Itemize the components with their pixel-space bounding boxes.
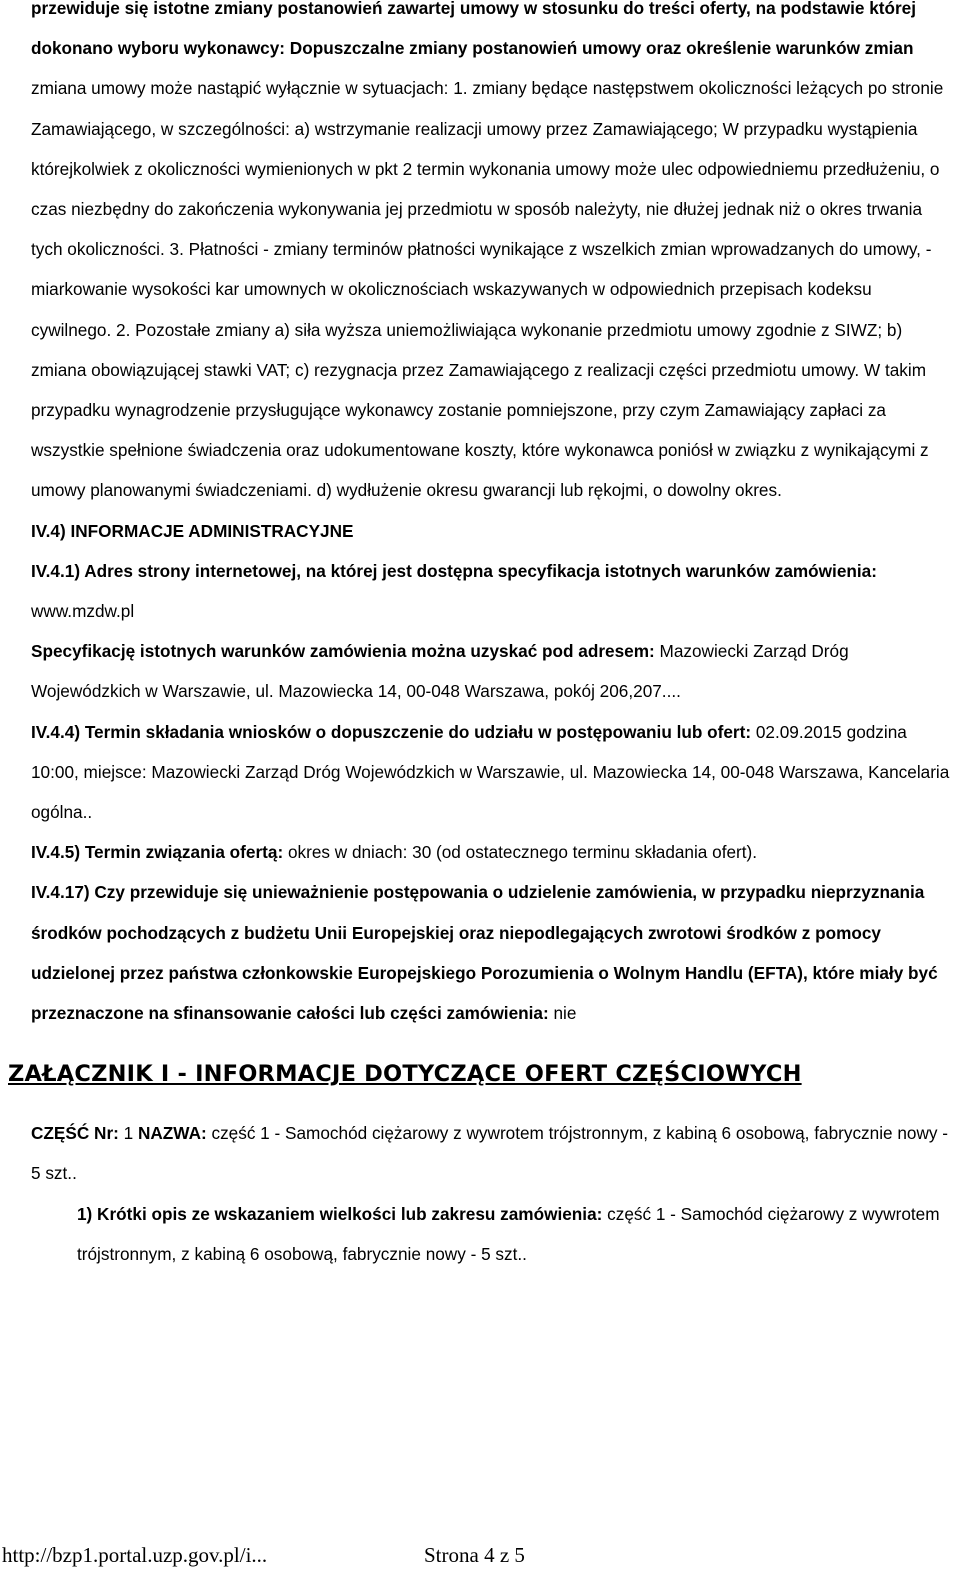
paragraph-iv45 [31, 832, 951, 872]
label-iv417: IV.4.17) Czy przewiduje się unieważnienie postępowania o udzielenie zamówienia, w przypadku nieprzyznania środków pochodzących z budżetu Unii Europejskiej oraz niepodlegających zwrotowi środków z pomocy udzielonej przez państwa członkowskie Europejskiego Porozumienia o Wolnym Handlu (EFTA), które miały być przeznaczone na sfinansowanie całości lub części zamówienia: [31, 882, 938, 1024]
label-iv45: IV.4.5) Termin związania ofertą: [31, 842, 284, 863]
paragraph-spec-address [31, 631, 951, 711]
label-contract-changes: przewiduje się istotne zmiany postanowień zawartej umowy w stosunku do treści oferty, na podstawie której dokonano wyboru wykonawcy: Dopuszczalne zmiany postanowień umowy oraz określenie warunków zmian [31, 0, 917, 59]
document-body [8, 0, 951, 1274]
annex-title: ZAŁĄCZNIK I - INFORMACJE DOTYCZĄCE OFERT CZĘŚCIOWYCH [8, 1061, 802, 1088]
value-part-no: 1 [118, 1123, 138, 1144]
paragraph-contract-changes [31, 0, 951, 511]
paragraph-part-info [31, 1113, 951, 1193]
value-part-name: część 1 - Samochód ciężarowy z wywrotem trójstronnym, z kabiną 6 osobową, fabrycznie nowy - 5 szt.. [31, 1123, 948, 1184]
value-iv41-url: www.mzdw.pl [31, 601, 135, 622]
paragraph-short-description [77, 1194, 951, 1274]
value-iv45: okres w dniach: 30 (od ostatecznego terminu składania ofert). [283, 842, 758, 863]
paragraph-iv44 [31, 712, 951, 833]
value-iv44: 02.09.2015 godzina 10:00, miejsce: Mazowiecki Zarząd Dróg Wojewódzkich w Warszawie, ul. Mazowiecka 14, 00-048 Warszawa, Kancelaria ogólna.. [31, 721, 950, 823]
label-short-description: 1) Krótki opis ze wskazaniem wielkości lub zakresu zamówienia: [77, 1203, 603, 1224]
paragraph-iv41 [31, 551, 951, 631]
footer-url: http://bzp1.portal.uzp.gov.pl/i... [2, 1543, 268, 1567]
page-footer [0, 1540, 960, 1576]
value-iv417: nie [548, 1003, 577, 1024]
section-heading-iv4: IV.4) INFORMACJE ADMINISTRACYJNE [31, 520, 354, 541]
text-contract-changes: zmiana umowy może nastąpić wyłącznie w sytuacjach: 1. zmiany będące następstwem okoliczności leżących po stronie Zamawiającego, w szczególności: a) wstrzymanie realizacji umowy przez Zamawiającego; W przypadku wystąpienia którejkolwiek z okoliczności wymienionych w pkt 2 termin wykonania umowy może ulec odpowiedniemu przedłużeniu, o czas niezbędny do zakończenia wykonywania jej przedmiotu w sposób należyty, nie dłużej jednak niż o okres trwania tych okoliczności. 3. Płatności - zmiany terminów płatności wynikające z wszelkich zmian wprowadzanych do umowy, - miarkowanie wysokości kar umownych w okolicznościach wskazywanych w odpowiednich przepisach kodeksu cywilnego. 2. Pozostałe zmiany a) siła wyższa uniemożliwiająca wykonanie przedmiotu umowy zgodnie z SIWZ; b) zmiana obowiązującej stawki VAT; c) rezygnacja przez Zamawiającego z realizacji części przedmiotu umowy. W takim przypadku wynagrodzenie przysługujące wykonawcy zostanie pomniejszone, przy czym Zamawiający zapłaci za wszystkie spełnione świadczenia oraz udokumentowane koszty, które wykonawca poniósł w związku z wynikającymi z umowy planowanymi świadczeniami. d) wydłużenie okresu gwarancji lub rękojmi, o dowolny okres. [31, 78, 944, 501]
page-number: Strona 4 z 5 [424, 1543, 525, 1567]
label-spec-address: Specyfikację istotnych warunków zamówienia można uzyskać pod adresem: [31, 641, 655, 662]
value-short-description: część 1 - Samochód ciężarowy z wywrotem trójstronnym, z kabiną 6 osobową, fabrycznie nowy - 5 szt.. [77, 1203, 940, 1264]
label-part-no: CZĘŚĆ Nr: [31, 1123, 119, 1144]
label-iv41: IV.4.1) Adres strony internetowej, na której jest dostępna specyfikacja istotnych warunków zamówienia: [31, 560, 877, 581]
label-part-name: NAZWA: [137, 1123, 207, 1144]
paragraph-iv417 [31, 872, 951, 1033]
label-iv44: IV.4.4) Termin składania wniosków o dopuszczenie do udziału w postępowaniu lub ofert: [31, 721, 752, 742]
value-spec-address: Mazowiecki Zarząd Dróg Wojewódzkich w Warszawie, ul. Mazowiecka 14, 00-048 Warszawa, pokój 206,207.... [31, 641, 849, 702]
